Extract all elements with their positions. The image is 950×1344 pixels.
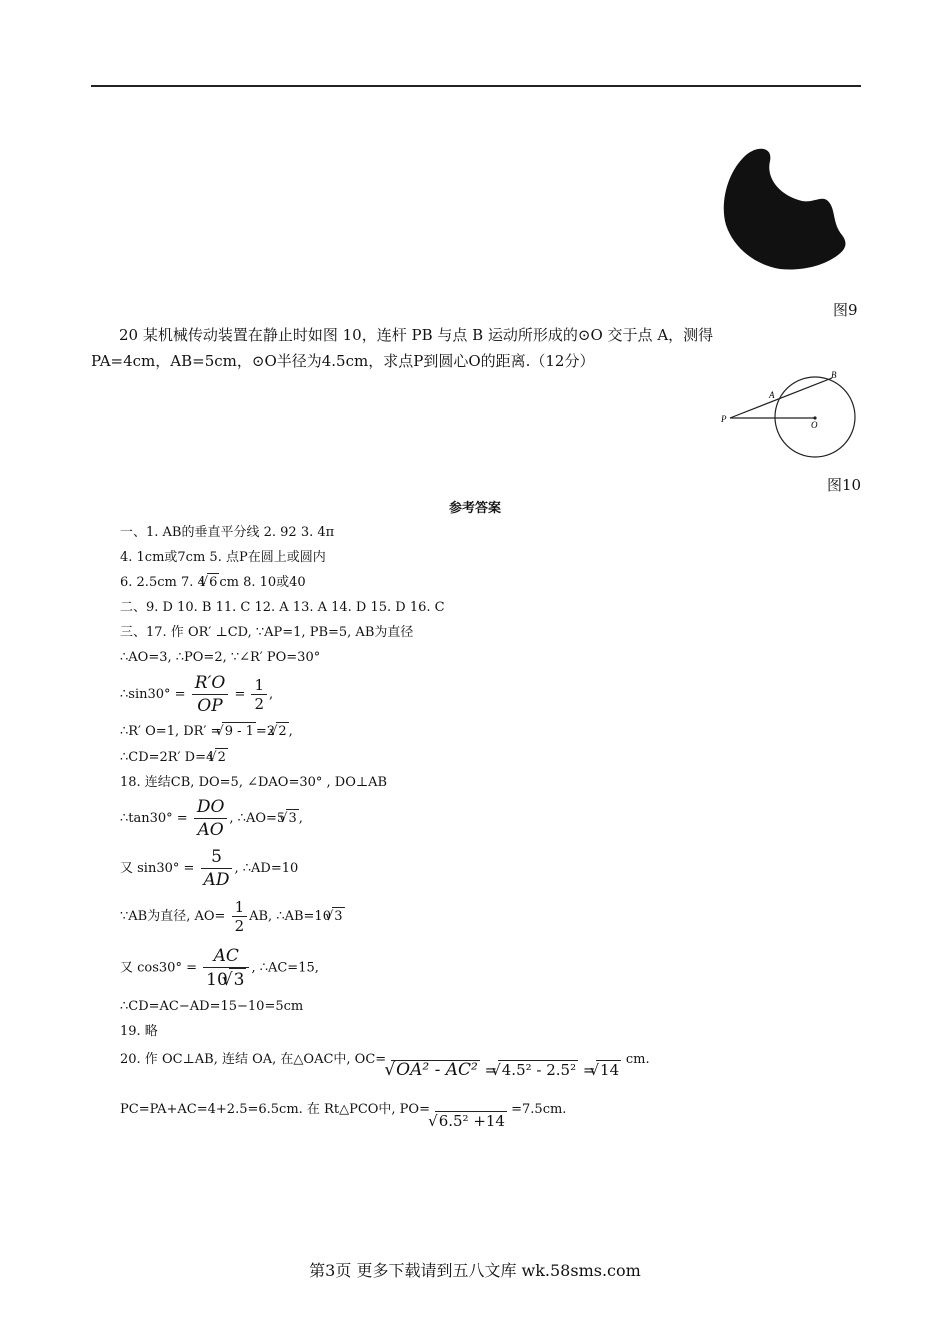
answer-line-8: ∴R′ O=1, DR′ =√ 9 - 1 =2√ 2 , bbox=[120, 722, 293, 741]
label-p: P bbox=[721, 414, 727, 424]
answer-line-1: 一、1. AB的垂直平分线 2. 92 3. 4π bbox=[120, 525, 335, 540]
page-footer: 第3页 更多下载请到五八文库 wk.58sms.com bbox=[309, 1261, 641, 1280]
question-20-line1: 20 某机械传动装置在静止时如图 10，连杆 PB 与点 B 运动所形成的⊙O 交于点 A，测得 bbox=[119, 326, 714, 344]
answers-title: 参考答案 bbox=[448, 501, 501, 516]
figure-10-caption: 图10 bbox=[827, 476, 862, 494]
segment-pb bbox=[730, 378, 832, 418]
answer-line-17: 20. 作 OC⊥AB, 连结 OA, 在△OAC中, OC= √ OA² - AC² =√ 4.5² - 2.5² =√ 14 cm. bbox=[120, 1048, 650, 1069]
label-o: O bbox=[811, 420, 818, 430]
answer-line-14: 又 cos30° = $\frac{AC}{10√ 3}$ , ∴AC=15, bbox=[120, 945, 319, 991]
answer-line-5: 三、17. 作 OR′ ⊥CD, ∵AP=1, PB=5, AB为直径 bbox=[120, 625, 414, 640]
question-20 bbox=[91, 322, 861, 374]
answer-line-11: ∴tan30° = $\frac{DO}{AO}$ , ∴AO=5√ 3 , bbox=[120, 796, 303, 841]
answer-line-9: ∴CD=2R′ D=4√ 2 bbox=[120, 748, 228, 767]
figure-9-caption: 图9 bbox=[833, 301, 858, 319]
answer-line-3: 6. 2.5cm 7. 4√ 6 cm 8. 10或40 bbox=[120, 573, 306, 592]
answer-line-16: 19. 略 bbox=[120, 1024, 158, 1039]
question-20-line2: PA=4cm，AB=5cm，⊙O半径为4.5cm，求点P到圆心O的距离.（12分） bbox=[91, 352, 595, 370]
answer-line-4: 二、9. D 10. B 11. C 12. A 13. A 14. D 15. D 16. C bbox=[120, 600, 445, 615]
answer-line-15: ∴CD=AC−AD=15−10=5cm bbox=[120, 999, 304, 1014]
answer-line-2: 4. 1cm或7cm 5. 点P在圆上或圆内 bbox=[120, 550, 326, 565]
figure-9-image bbox=[718, 143, 853, 273]
label-b: B bbox=[831, 370, 837, 380]
header-rule bbox=[91, 85, 861, 87]
answer-line-13: ∵AB为直径, AO= $\frac{1}{2}$ AB, ∴AB=10√ 3 bbox=[120, 898, 345, 935]
figure-10-diagram bbox=[718, 368, 863, 463]
answer-line-10: 18. 连结CB, DO=5, ∠DAO=30° , DO⊥AB bbox=[120, 775, 388, 790]
answer-line-18: PC=PA+AC=4+2.5=6.5cm. 在 Rt△PCO中, PO= √ 6.5² +14 =7.5cm. bbox=[120, 1098, 566, 1119]
answer-line-12: 又 sin30° = $\frac{5}{AD}$ , ∴AD=10 bbox=[120, 847, 299, 890]
answer-line-7: ∴sin30° = $\frac{R'O}{OP}$ = $\frac{1}{2}$ , bbox=[120, 673, 274, 716]
label-a: A bbox=[769, 390, 775, 400]
answer-line-6: ∴AO=3, ∴PO=2, ∵∠R′ PO=30° bbox=[120, 650, 321, 665]
